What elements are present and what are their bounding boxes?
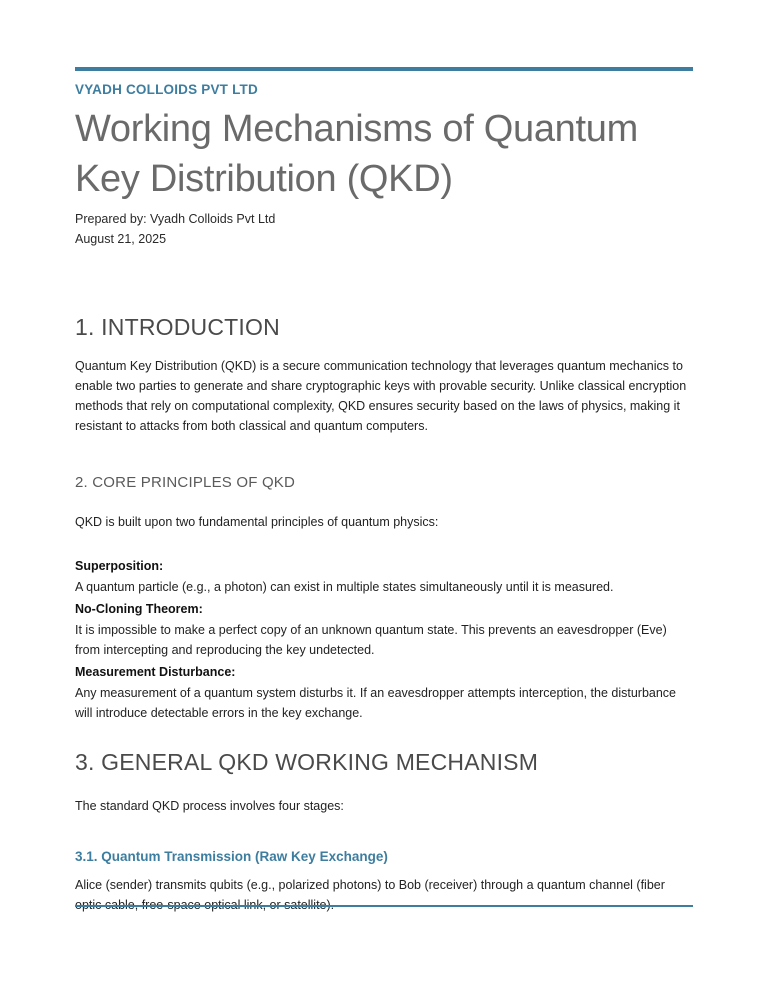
- principle-term-no-cloning: No-Cloning Theorem:: [75, 602, 203, 616]
- top-accent-rule: [75, 67, 693, 71]
- principle-definition-superposition: A quantum particle (e.g., a photon) can exist in multiple states simultaneously until it is measured.: [75, 580, 614, 594]
- principle-definition-no-cloning: It is impossible to make a perfect copy of an unknown quantum state. This prevents an eavesdropper (Eve) from intercepting and reproducing the key undetected.: [75, 623, 667, 657]
- general-mechanism-intro: The standard QKD process involves four stages:: [75, 799, 344, 813]
- principle-definition-measurement-disturbance: Any measurement of a quantum system disturbs it. If an eavesdropper attempts interception, the disturbance will introduce detectable errors in the key exchange.: [75, 686, 677, 720]
- document-body: [75, 80, 693, 915]
- subsection-heading-quantum-transmission: 3.1. Quantum Transmission (Raw Key Exchange): [75, 849, 388, 864]
- prepared-by: Prepared by: Vyadh Colloids Pvt Ltd: [75, 212, 276, 226]
- principle-term-superposition: Superposition:: [75, 559, 164, 573]
- section-heading-introduction: 1. INTRODUCTION: [75, 314, 280, 340]
- company-name: VYADH COLLOIDS PVT LTD: [75, 82, 258, 97]
- introduction-paragraph: Quantum Key Distribution (QKD) is a secure communication technology that leverages quantum mechanics to enable two parties to generate and share cryptographic keys with provable security. Unlike classical encryption methods that rely on computational complexity, QKD ensures security based on the laws of physics, making it resistant to attacks from both classical and quantum computers.: [75, 359, 687, 433]
- section-heading-general-mechanism: 3. GENERAL QKD WORKING MECHANISM: [75, 749, 539, 775]
- document-date: August 21, 2025: [75, 232, 167, 246]
- bottom-accent-rule: [75, 905, 693, 907]
- quantum-transmission-paragraph: Alice (sender) transmits qubits (e.g., polarized photons) to Bob (receiver) through a quantum channel (fiber: [75, 878, 665, 892]
- section-heading-core-principles: 2. CORE PRINCIPLES OF QKD: [75, 474, 296, 491]
- principle-term-measurement-disturbance: Measurement Disturbance:: [75, 665, 236, 679]
- core-principles-intro: QKD is built upon two fundamental principles of quantum physics:: [75, 515, 439, 529]
- document-title: Working Mechanisms of Quantum Key Distribution (QKD): [75, 108, 638, 200]
